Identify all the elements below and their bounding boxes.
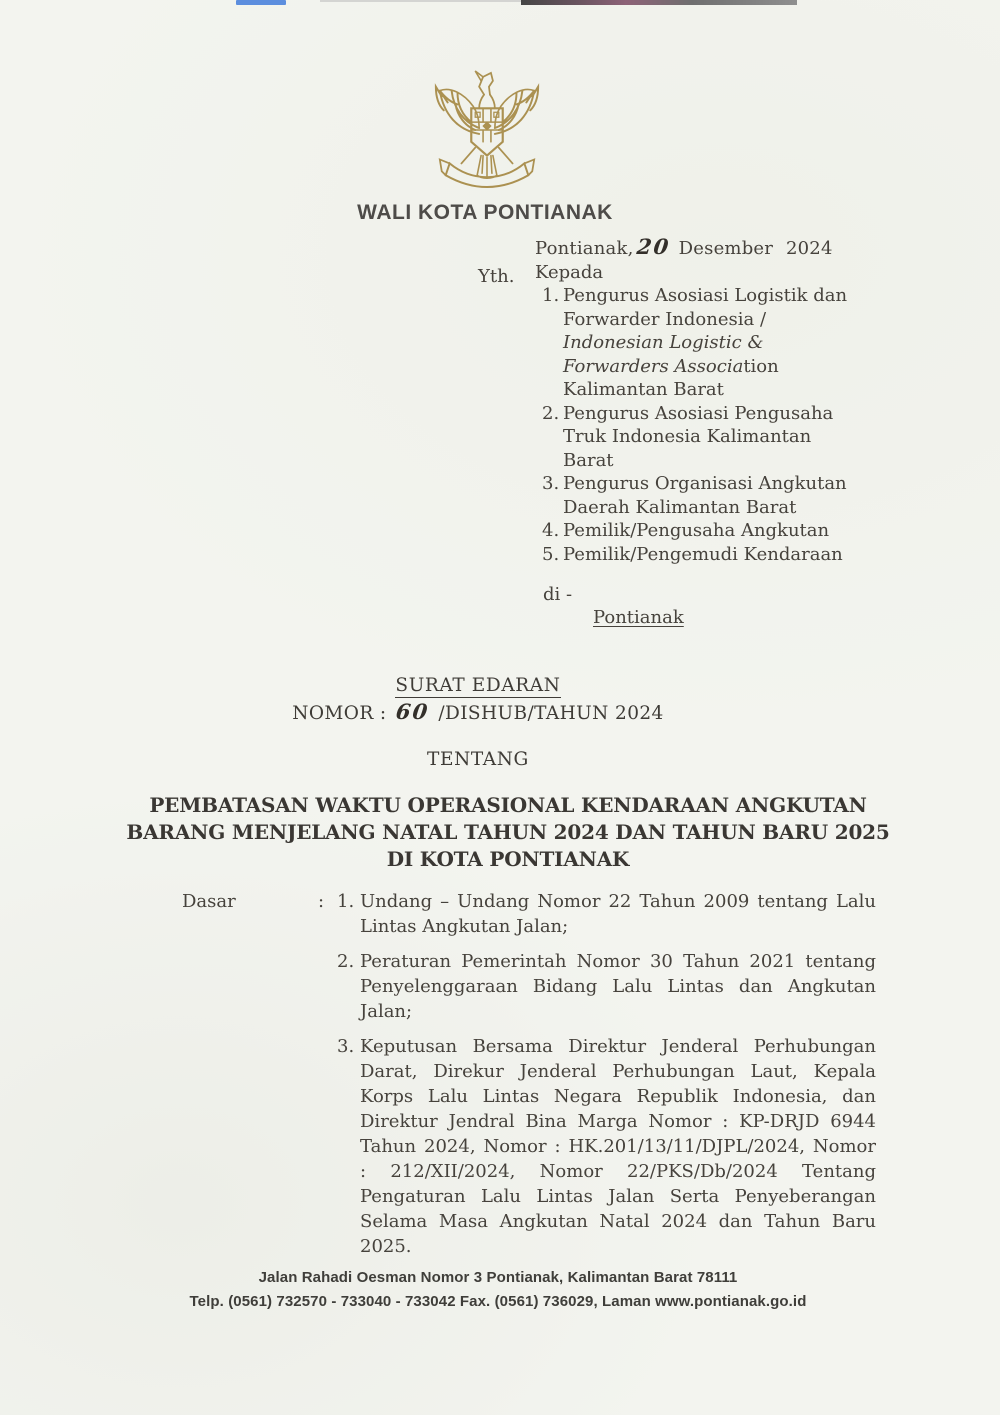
recipient-line: Kalimantan Barat <box>563 379 724 400</box>
month-year: Desember 2024 <box>678 238 833 259</box>
letterhead-footer <box>0 1266 996 1314</box>
letter-title-line: BARANG MENJELANG NATAL TAHUN 2024 DAN TAHUN BARU 2025 <box>126 820 890 844</box>
di-city: Pontianak <box>593 607 684 628</box>
salutation-yth: Yth. <box>478 266 515 287</box>
letter-title-line: DI KOTA PONTIANAK <box>386 847 630 871</box>
dasar-item-number: 2. <box>337 951 355 972</box>
dasar-colon: : <box>318 891 325 912</box>
dasar-item <box>337 949 876 1024</box>
recipient-line: Pemilik/Pengusaha Angkutan <box>563 520 830 541</box>
dasar-item <box>337 1034 876 1259</box>
recipient-line: Forwarder Indonesia / <box>563 308 767 330</box>
dasar-item-number: 1. <box>337 891 355 912</box>
recipient-item <box>535 402 887 473</box>
recipient-line: Pengurus Asosiasi Pengusaha <box>563 402 834 424</box>
tentang-label: TENTANG <box>427 749 529 770</box>
di-label: di - <box>543 584 573 605</box>
recipient-item <box>535 472 887 519</box>
nomor-suffix: /DISHUB/TAHUN 2024 <box>438 703 664 724</box>
recipient-line: Indonesian Logistic & <box>563 332 764 353</box>
place-date-line <box>535 236 887 261</box>
recipient-line: Truk Indonesia Kalimantan <box>563 426 812 447</box>
garuda-pancasila-emblem-icon <box>428 64 546 194</box>
dasar-item <box>337 889 876 939</box>
recipient-line: Pemilik/Pengemudi Kendaraan <box>563 543 843 565</box>
recipient-item <box>535 284 887 402</box>
kepada-label: Kepada <box>535 261 604 283</box>
recipient-line: Barat <box>563 449 614 471</box>
dasar-item-text: Peraturan Pemerintah Nomor 30 Tahun 2021 tentang Penyelenggaraan Bidang Lalu Lintas dan Angkutan Jalan; <box>360 951 876 1022</box>
doc-type-title: SURAT EDARAN <box>395 675 561 696</box>
footer-contact: Telp. (0561) 732570 - 733040 - 733042 Fax. (0561) 736029, Laman www.pontianak.go.id <box>189 1293 807 1310</box>
scan-artifact-blue-bar <box>236 0 286 5</box>
handwritten-day: 20 <box>634 234 672 259</box>
dasar-section <box>182 889 876 1259</box>
recipient-item <box>535 519 887 543</box>
recipient-line-regular-part: tion <box>743 355 779 377</box>
nomor-prefix: NOMOR : <box>292 703 387 724</box>
dasar-item-text: Undang – Undang Nomor 22 Tahun 2009 tentang Lalu Lintas Angkutan Jalan; <box>360 891 876 937</box>
recipient-line <box>563 355 887 379</box>
recipient-number: 4. <box>542 520 560 541</box>
agency-title: WALI KOTA PONTIANAK <box>357 201 613 224</box>
nomor-line <box>0 701 956 724</box>
letter-title-line: PEMBATASAN WAKTU OPERASIONAL KENDARAAN ANGKUTAN <box>149 793 867 817</box>
recipient-line-italic-part: Forwarders Associa <box>563 355 744 377</box>
dasar-item-text: Keputusan Bersama Direktur Jenderal Perhubungan Darat, Direkur Jenderal Perhubungan Laut, Kepala Korps Lalu Lintas Negara Republik Indonesia, dan Direktur Jendral Bina Marga Nomor : KP-DRJD 6944 Tahun 2024, Nomor : HK.201/13/11/DJPL/2024, Nomor : 212/XII/2024, Nomor 22/PKS/Db/2024 Tentang Pengaturan Lalu Lintas Jalan Serta Penyeberangan Selama Masa Angkutan Natal 2024 dan Tahun Baru 2025. <box>360 1036 876 1257</box>
subject-headings <box>0 675 956 770</box>
letter-title <box>18 792 998 873</box>
dasar-label: Dasar <box>182 891 236 912</box>
recipient-number: 2. <box>542 402 560 424</box>
recipient-item <box>535 543 887 567</box>
recipient-line: Daerah Kalimantan Barat <box>563 496 797 518</box>
scan-artifact-faint-line <box>320 0 522 2</box>
scan-artifact-dark-bar <box>521 0 797 5</box>
footer-address: Jalan Rahadi Oesman Nomor 3 Pontianak, Kalimantan Barat 78111 <box>258 1269 738 1286</box>
recipient-number: 1. <box>542 285 560 306</box>
address-block <box>535 236 887 566</box>
recipient-line: Pengurus Organisasi Angkutan <box>563 473 847 494</box>
recipient-number: 3. <box>542 473 560 494</box>
place-label: Pontianak, <box>535 238 634 259</box>
handwritten-number: 60 <box>394 699 431 724</box>
recipient-number: 5. <box>542 543 560 565</box>
dasar-item-number: 3. <box>337 1036 355 1057</box>
recipient-line: Pengurus Asosiasi Logistik dan <box>563 285 848 306</box>
